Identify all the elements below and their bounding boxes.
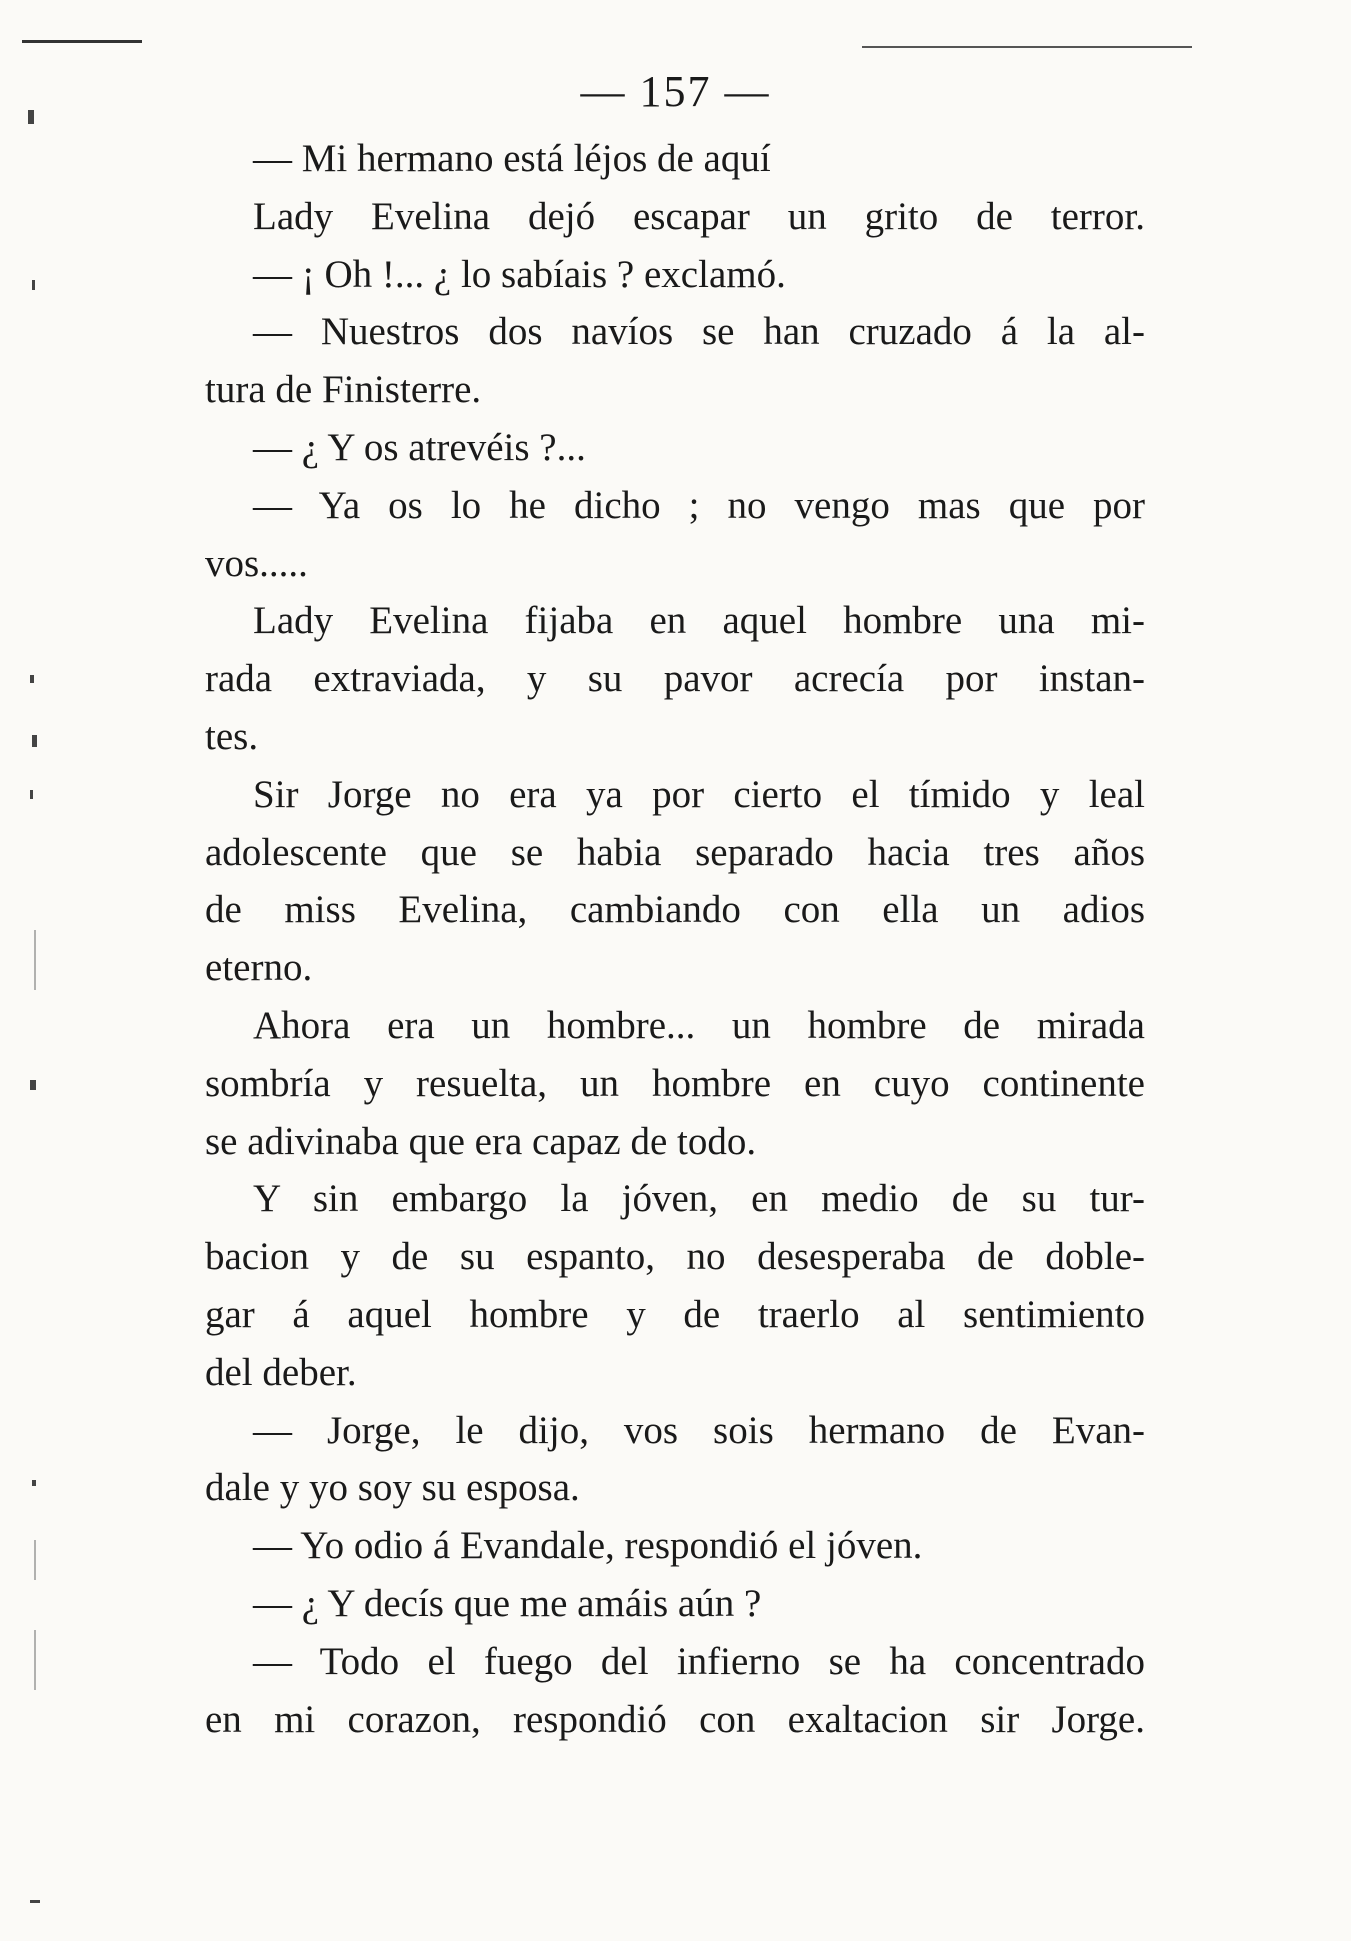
text-line: — Todo el fuego del infierno se ha concentrado [253,1639,1145,1683]
text-line: — Mi hermano está léjos de aquí [253,137,771,180]
text-line: rada extraviada, y su pavor acrecía por instan- [205,657,1145,701]
text-line: dale y yo soy su esposa. [205,1466,580,1510]
text-line: — Nuestros dos navíos se han cruzado á la al- [253,310,1145,354]
text-line: sombría y resuelta, un hombre en cuyo continente [205,1061,1145,1105]
scan-artifact-rule-right [862,46,1192,48]
text-line: de miss Evelina, cambiando con ella un adios [205,888,1145,932]
text-line: Lady Evelina fijaba en aquel hombre una mi- [253,599,1145,643]
text-line: vos..... [205,541,308,585]
text-line: adolescente que se habia separado hacia tres años [205,830,1145,874]
text-line: Y sin embargo la jóven, en medio de su tur- [253,1177,1145,1221]
text-line: Lady Evelina dejó escapar un grito de terror. [253,194,1145,238]
body-text [205,130,1145,1748]
scan-artifact-rule-left [22,40,142,43]
text-line: tura de Finisterre. [205,368,482,412]
text-line: — Jorge, le dijo, vos sois hermano de Evan- [253,1408,1145,1452]
text-line: — Yo odio á Evandale, respondió el jóven. [253,1524,923,1568]
text-line: gar á aquel hombre y de traerlo al sentimiento [205,1292,1145,1336]
text-line: Sir Jorge no era ya por cierto el tímido y leal [253,772,1145,816]
scan-artifact-margin-specks [20,100,50,1900]
text-line: eterno. [205,946,313,990]
text-line: bacion y de su espanto, no desesperaba de doble- [205,1235,1145,1279]
text-line: en mi corazon, respondió con exaltacion sir Jorge. [205,1697,1145,1741]
text-line: del deber. [205,1350,357,1394]
text-line: — ¿ Y decís que me amáis aún ? [253,1581,762,1625]
text-line: — Ya os lo he dicho ; no vengo mas que por [253,483,1145,527]
text-line: se adivinaba que era capaz de todo. [205,1119,757,1163]
text-line: Ahora era un hombre... un hombre de mirada [253,1003,1145,1047]
text-line: — ¡ Oh !... ¿ lo sabíais ? exclamó. [253,252,786,296]
text-line: tes. [205,714,259,758]
page-number: — 157 — [580,67,771,116]
text-line: — ¿ Y os atrevéis ?... [253,425,586,469]
